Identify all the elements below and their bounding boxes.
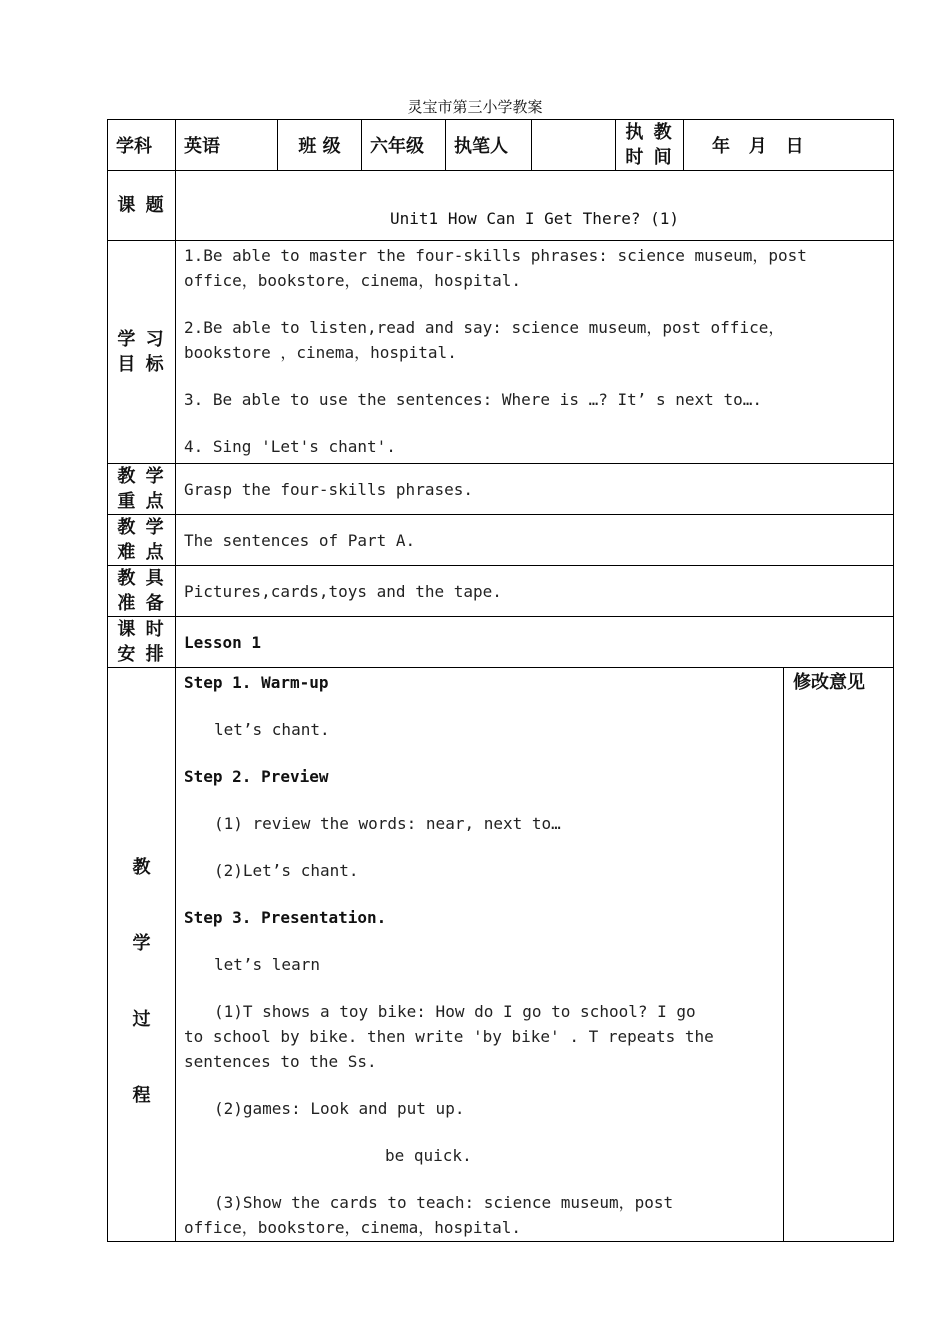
step-detail: (2)Let’s chant. (214, 861, 359, 880)
time-label-line-1: 执 教 (625, 122, 674, 143)
class-value: 六年级 (362, 120, 446, 171)
date-value: 年 月 日 (684, 120, 894, 171)
revision-notes: 修改意见 (784, 668, 894, 1242)
time-label-line-2: 时 间 (625, 147, 674, 168)
schedule-value: Lesson 1 (176, 617, 894, 668)
lesson-plan-table (107, 119, 894, 1242)
schedule-label-line-1: 课 时 (117, 619, 166, 640)
topic-label: 课 题 (108, 171, 176, 241)
materials-row (108, 566, 894, 617)
step-detail: let’s chant. (214, 720, 330, 739)
objective-item: 4. Sing 'Let's chant'. (184, 437, 396, 456)
objectives-label-line-1: 学 习 (117, 329, 166, 350)
process-label-char: 学 (132, 932, 151, 954)
key-points-value: Grasp the four-skills phrases. (176, 464, 894, 515)
schedule-row (108, 617, 894, 668)
step-heading: Step 2. Preview (184, 767, 329, 786)
author-value (532, 120, 616, 171)
process-content (176, 668, 784, 1242)
objectives-label-line-2: 目 标 (117, 354, 166, 375)
time-label (616, 120, 684, 171)
materials-value: Pictures,cards,toys and the tape. (176, 566, 894, 617)
page-title: 灵宝市第三小学教案 (407, 98, 543, 116)
step-detail: be quick. (385, 1146, 472, 1165)
objective-item: 1.Be able to master the four-skills phrases: science museum，post office，bookstore，cinema，hospital. (184, 246, 807, 290)
materials-label (108, 566, 176, 617)
step-detail: (1)T shows a toy bike: How do I go to school? I go to school by bike. then write 'by bike' . T repeats the sentences to the Ss. (184, 1002, 714, 1071)
objectives-content (176, 241, 894, 464)
difficulties-row (108, 515, 894, 566)
step-detail: (1) review the words: near, next to… (214, 814, 561, 833)
difficulties-label-line-2: 难 点 (117, 542, 166, 563)
process-label-char: 教 (132, 856, 151, 878)
step-heading: Step 1. Warm-up (184, 673, 329, 692)
key-points-label-line-2: 重 点 (117, 491, 166, 512)
step-detail: (3)Show the cards to teach: science museum，post office，bookstore，cinema，hospital. (184, 1193, 674, 1237)
key-points-label-line-1: 教 学 (117, 466, 166, 487)
difficulties-label-line-1: 教 学 (117, 517, 166, 538)
objectives-row (108, 241, 894, 464)
difficulties-value: The sentences of Part A. (176, 515, 894, 566)
author-label: 执笔人 (446, 120, 532, 171)
step-heading: Step 3. Presentation. (184, 908, 387, 927)
materials-label-line-1: 教 具 (117, 568, 166, 589)
subject-label: 学科 (108, 120, 176, 171)
step-detail: let’s learn (214, 955, 320, 974)
schedule-label-line-2: 安 排 (117, 644, 166, 665)
topic-value: Unit1 How Can I Get There? (1) (176, 171, 894, 241)
subject-value: 英语 (176, 120, 278, 171)
header-row (108, 120, 894, 171)
key-points-label (108, 464, 176, 515)
step-detail: (2)games: Look and put up. (214, 1099, 465, 1118)
schedule-label (108, 617, 176, 668)
key-points-row (108, 464, 894, 515)
materials-label-line-2: 准 备 (117, 593, 166, 614)
objectives-label (108, 241, 176, 464)
difficulties-label (108, 515, 176, 566)
objective-item: 2.Be able to listen,read and say: science museum，post office，bookstore ，cinema，hospital. (184, 318, 785, 362)
process-label-char: 过 (132, 1008, 151, 1030)
class-label: 班 级 (278, 120, 362, 171)
process-label-char: 程 (132, 1084, 151, 1106)
process-label (108, 668, 176, 1242)
process-row (108, 668, 894, 1242)
objective-item: 3. Be able to use the sentences: Where is …? It’ s next to…. (184, 390, 762, 409)
topic-row (108, 171, 894, 241)
